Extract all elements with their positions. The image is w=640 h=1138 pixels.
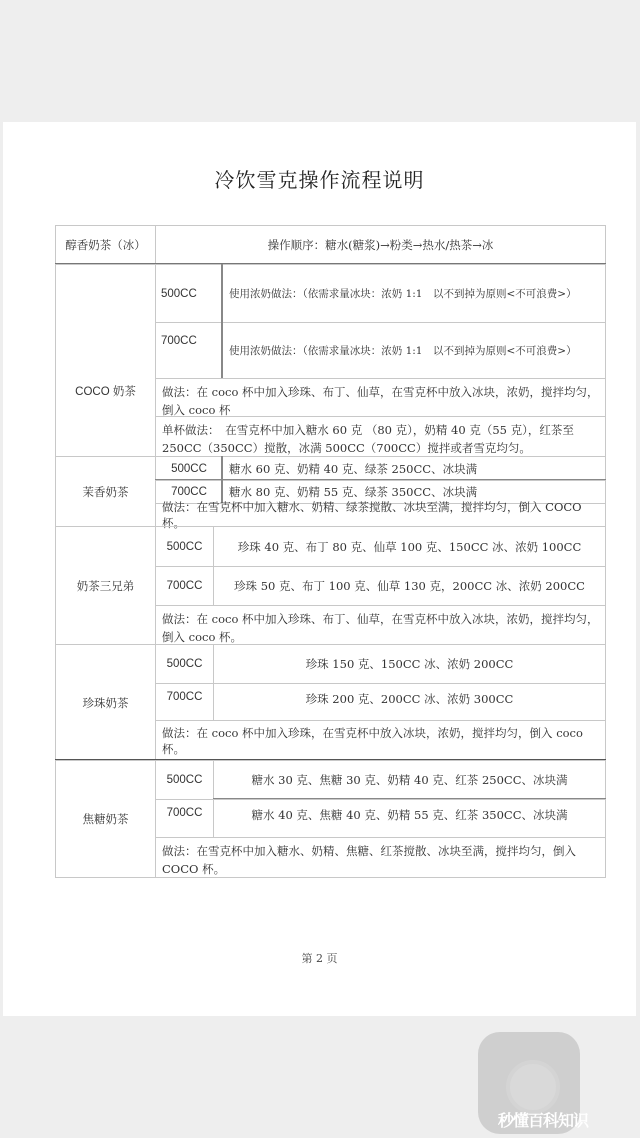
size-label: 700CC — [171, 486, 207, 498]
trio-recipe-500 — [213, 526, 606, 567]
size-label: 500CC — [161, 287, 197, 300]
coco-recipe-700 — [222, 322, 606, 379]
recipe-text: 珍珠 40 克、布丁 80 克、仙草 100 克、150CC 冰、浓奶 100CC — [237, 539, 582, 554]
coco-method — [155, 378, 606, 417]
coco-name: COCO 奶茶 — [75, 385, 136, 398]
column-divider — [221, 264, 223, 379]
pearl-name-cell — [55, 644, 156, 761]
pearl-recipe-500 — [213, 644, 606, 684]
pearl-size-700 — [155, 683, 214, 721]
caramel-size-500 — [155, 760, 214, 800]
recipe-text: 糖水 30 克、焦糖 30 克、奶精 40 克、红茶 250CC、冰块满 — [251, 773, 568, 787]
size-label: 500CC — [171, 462, 207, 475]
header-sequence-cell — [155, 225, 606, 265]
recipe-text: 珍珠 150 克、150CC 冰、浓奶 200CC — [305, 657, 514, 671]
recipe-text: 使用浓奶做法：（依需求量冰块：浓奶 1:1 以不到掉为原则<不可浪费>） — [229, 288, 577, 300]
size-label: 500CC — [166, 774, 203, 786]
caramel-name-cell — [55, 760, 156, 878]
coco-single-cup-method — [155, 416, 606, 457]
method-text: 做法：在雪克杯中加入糖水、奶精、焦糖、红茶搅散、冰块至满，搅拌均匀，倒入 COCO 杯。 — [162, 844, 576, 876]
trio-size-500 — [155, 526, 214, 567]
method-text: 做法：在 coco 杯中加入珍珠、布丁、仙草，在雪克杯中放入冰块，浓奶，搅拌均匀，倒入 coco 杯 — [162, 385, 599, 417]
recipe-text: 糖水 80 克、奶精 55 克、绿茶 350CC、冰块满 — [229, 485, 478, 499]
caramel-recipe-500 — [213, 760, 606, 800]
recipe-text: 糖水 40 克、焦糖 40 克、奶精 55 克、红茶 350CC、冰块满 — [251, 808, 568, 822]
jasmine-name-cell — [55, 456, 156, 527]
header-sequence: 操作顺序：糖水(糖浆)→粉类→热水/热茶→冰 — [267, 238, 494, 252]
single-cup-text: 单杯做法： 在雪克杯中加入糖水 60 克 （80 克），奶精 40 克（55 克），红茶至 250CC（350CC）搅散，冰满 500CC（700CC）搅拌或者雪克均匀。 — [162, 423, 574, 455]
size-label: 500CC — [166, 658, 203, 670]
pearl-method — [155, 720, 606, 761]
caramel-method — [155, 837, 606, 878]
trio-method — [155, 605, 606, 645]
trio-name: 奶茶三兄弟 — [76, 578, 135, 593]
watermark-circle-icon — [506, 1060, 560, 1114]
size-label: 700CC — [166, 580, 203, 592]
watermark-text: 秒懂百科知识 — [498, 1111, 589, 1130]
trio-size-700 — [155, 566, 214, 606]
coco-name-cell — [55, 264, 156, 457]
size-label: 700CC — [166, 691, 203, 703]
recipe-text: 珍珠 50 克、布丁 100 克、仙草 130 克，200CC 冰、浓奶 200CC — [234, 579, 585, 593]
header-name-cell — [55, 225, 156, 265]
coco-size-500 — [155, 264, 223, 323]
jasmine-recipe-500 — [222, 456, 606, 481]
pearl-size-500 — [155, 644, 214, 684]
coco-size-700 — [155, 322, 223, 379]
recipe-text: 糖水 60 克、奶精 40 克、绿茶 250CC、冰块满 — [229, 461, 478, 476]
jasmine-name: 茉香奶茶 — [82, 484, 129, 499]
pearl-recipe-700 — [213, 683, 606, 721]
caramel-size-700 — [155, 799, 214, 838]
size-label: 500CC — [166, 540, 203, 553]
page-title: 冷饮雪克操作流程说明 — [214, 168, 425, 192]
method-text: 做法：在 coco 杯中加入珍珠，在雪克杯中放入冰块，浓奶，搅拌均匀，倒入 coco 杯。 — [162, 725, 583, 756]
column-divider — [221, 456, 223, 504]
recipe-text: 使用浓奶做法：（依需求量冰块：浓奶 1:1 以不到掉为原则<不可浪费>） — [229, 345, 577, 357]
trio-recipe-700 — [213, 566, 606, 606]
pearl-name: 珍珠奶茶 — [82, 695, 129, 710]
trio-name-cell — [55, 526, 156, 645]
caramel-recipe-700 — [213, 799, 606, 838]
size-label: 700CC — [166, 807, 203, 819]
coco-recipe-500 — [222, 264, 606, 323]
jasmine-size-500 — [155, 456, 223, 481]
page-number: 第 2 页 — [301, 952, 338, 965]
method-text: 做法：在雪克杯中加入糖水、奶精、绿茶搅散、冰块至满，搅拌均匀，倒入 COCO 杯。 — [162, 500, 582, 530]
header-name: 醇香奶茶（冰） — [65, 238, 146, 252]
method-text: 做法：在 coco 杯中加入珍珠、布丁、仙草，在雪克杯中放入冰块，浓奶，搅拌均匀，倒入 coco 杯。 — [162, 612, 599, 644]
caramel-name: 焦糖奶茶 — [82, 812, 129, 826]
document-page — [3, 122, 636, 1016]
jasmine-method — [155, 500, 606, 530]
recipe-text: 珍珠 200 克、200CC 冰、浓奶 300CC — [305, 692, 514, 706]
size-label: 700CC — [161, 335, 197, 347]
